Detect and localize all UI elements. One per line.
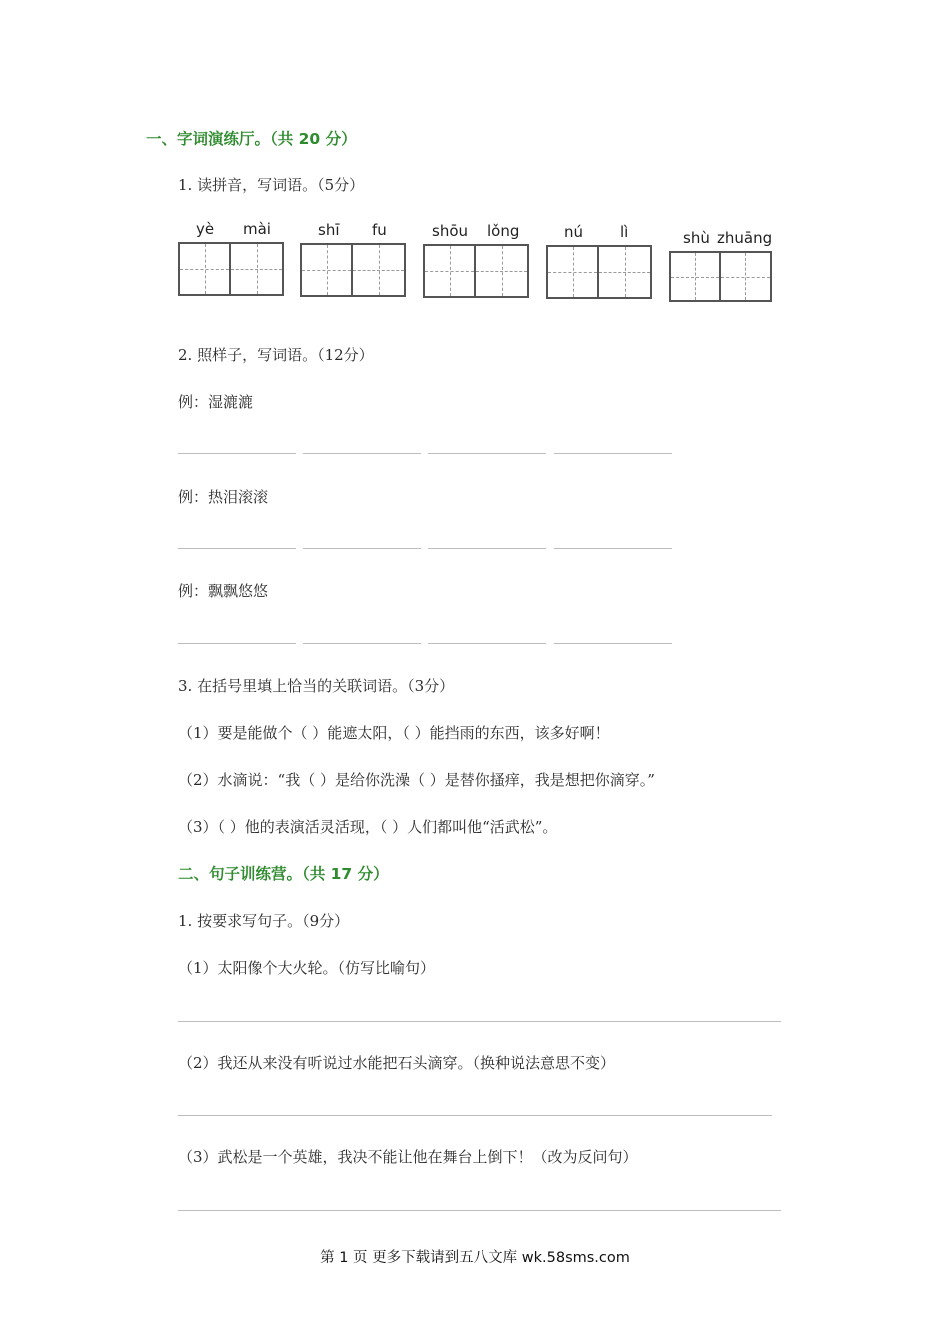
- section-2-title: 二、句子训练营。（共 17 分）: [178, 865, 389, 883]
- pinyin-2a: shī: [318, 221, 340, 239]
- answer-line[interactable]: [178, 643, 296, 644]
- question-1-title: 1. 读拼音，写词语。（5分）: [178, 176, 365, 194]
- sentence-answer-line[interactable]: [178, 1021, 781, 1022]
- example-1: 例：湿漉漉: [178, 393, 254, 411]
- answer-line[interactable]: [303, 643, 421, 644]
- answer-line[interactable]: [554, 643, 672, 644]
- question-3-item-2: （2）水滴说：“我（ ）是给你洗澡（ ）是替你搔痒，我是想把你滴穿。”: [178, 771, 655, 789]
- sentence-task-3: （3）武松是一个英雄，我决不能让他在舞台上倒下！（改为反问句）: [178, 1148, 638, 1166]
- section-2-question-1-title: 1. 按要求写句子。（9分）: [178, 912, 350, 930]
- question-2-title: 2. 照样子，写词语。（12分）: [178, 346, 374, 364]
- pinyin-2b: fu: [372, 221, 387, 239]
- pinyin-3a: shōu: [432, 222, 469, 240]
- writing-grid-1[interactable]: [178, 242, 284, 296]
- sentence-task-1: （1）太阳像个大火轮。（仿写比喻句）: [178, 959, 436, 977]
- answer-line[interactable]: [554, 548, 672, 549]
- answer-line[interactable]: [428, 453, 546, 454]
- writing-grid-2[interactable]: [300, 243, 406, 297]
- page-footer: 第 1 页 更多下载请到五八文库 wk.58sms.com: [320, 1250, 630, 1266]
- pinyin-1a: yè: [196, 220, 215, 238]
- answer-line[interactable]: [178, 453, 296, 454]
- pinyin-4a: nú: [564, 223, 584, 241]
- answer-line[interactable]: [303, 548, 421, 549]
- pinyin-5a: shù: [683, 229, 710, 247]
- pinyin-4b: lì: [620, 223, 629, 241]
- pinyin-5b: zhuāng: [717, 229, 773, 247]
- answer-line[interactable]: [303, 453, 421, 454]
- sentence-answer-line[interactable]: [178, 1115, 772, 1116]
- writing-grid-5[interactable]: [669, 251, 772, 302]
- writing-grid-3[interactable]: [423, 244, 529, 298]
- example-2: 例：热泪滚滚: [178, 488, 269, 506]
- answer-line[interactable]: [428, 643, 546, 644]
- question-3-title: 3. 在括号里填上恰当的关联词语。（3分）: [178, 677, 455, 695]
- sentence-answer-line[interactable]: [178, 1210, 781, 1211]
- question-3-item-3: （3）（ ）他的表演活灵活现，（ ）人们都叫他“活武松”。: [178, 818, 558, 836]
- pinyin-3b: lǒng: [487, 222, 520, 240]
- pinyin-1b: mài: [243, 220, 271, 238]
- answer-line[interactable]: [428, 548, 546, 549]
- section-1-title: 一、字词演练厅。（共 20 分）: [146, 130, 357, 148]
- sentence-task-2: （2）我还从来没有听说过水能把石头滴穿。（换种说法意思不变）: [178, 1054, 616, 1072]
- example-3: 例：飘飘悠悠: [178, 582, 269, 600]
- writing-grid-4[interactable]: [546, 245, 652, 299]
- question-3-item-1: （1）要是能做个（ ）能遮太阳，（ ）能挡雨的东西，该多好啊！: [178, 724, 610, 742]
- answer-line[interactable]: [178, 548, 296, 549]
- answer-line[interactable]: [554, 453, 672, 454]
